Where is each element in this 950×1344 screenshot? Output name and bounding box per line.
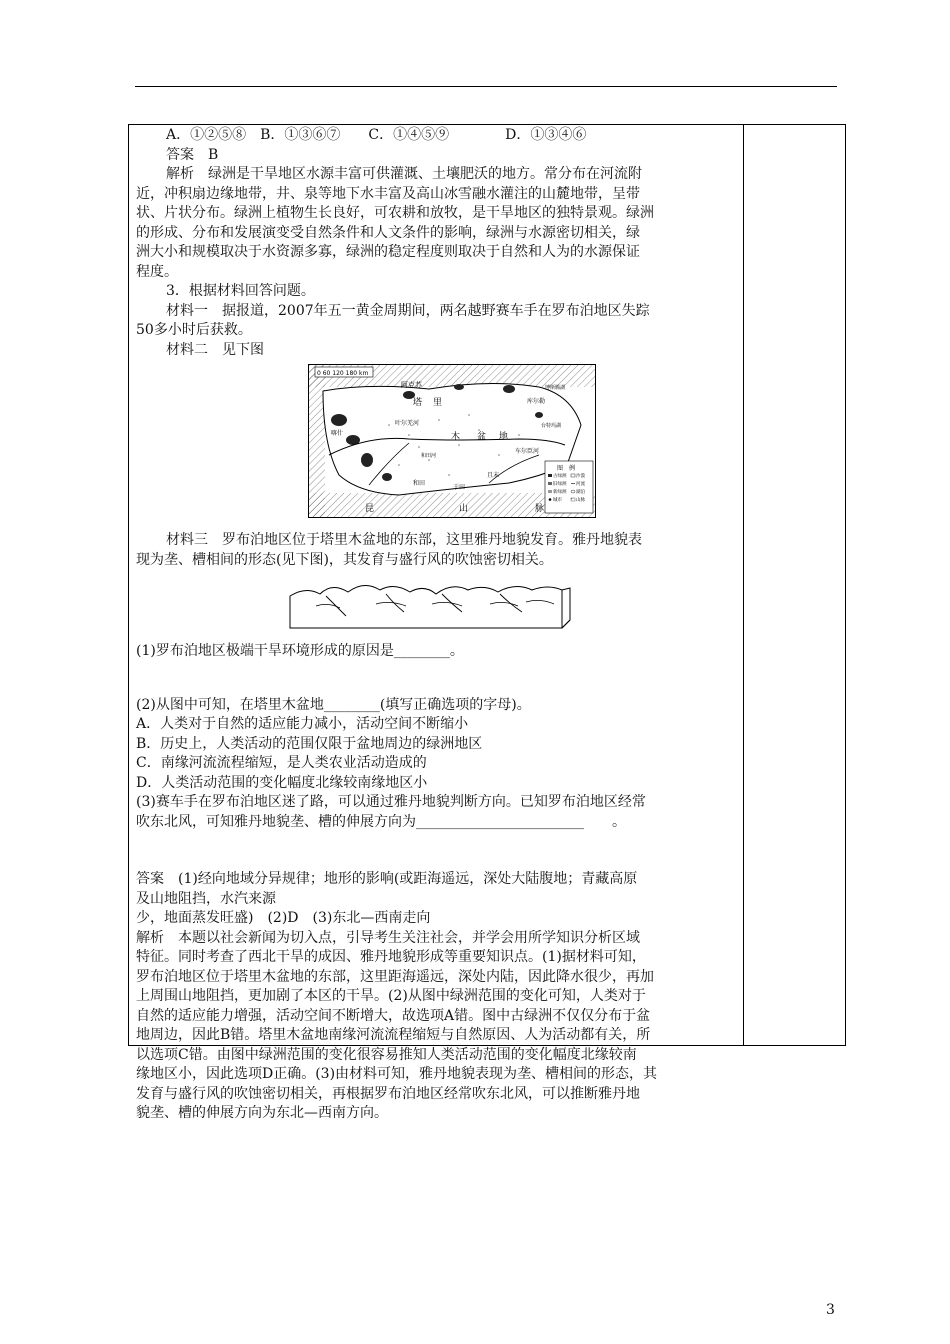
- map-legend-item: 山脉: [576, 498, 585, 503]
- answer-2-line: 及山地阻挡，水汽来源: [136, 890, 276, 907]
- map-label: 台特玛湖: [541, 423, 562, 429]
- material-3-line: 材料三 罗布泊地区位于塔里木盆地的东部，这里雅丹地貌发育。雅丹地貌表: [166, 532, 642, 548]
- map-label: 于田: [453, 484, 466, 491]
- tarim-basin-map: [308, 364, 596, 518]
- analysis-line: 洲大小和规模取决于水资源多寡，绿洲的稳定程度则取决于自然和人为的水源保证: [136, 244, 640, 260]
- map-legend-item: 新绿洲: [553, 490, 567, 495]
- material-1-line: 材料一 据报道，2007年五一黄金周期间，两名越野赛车手在罗布泊地区失踪: [166, 302, 650, 319]
- map-label: 昆: [365, 504, 375, 514]
- map-label: 里: [433, 398, 443, 408]
- analysis-line: 的形成、分布和发展演变受自然条件和人文条件的影响，绿洲与水源密切相关，绿: [136, 224, 640, 241]
- analysis-2-line: 以选项C错。由图中绿洲范围的变化很容易推知人类活动范围的变化幅度北缘较南: [136, 1046, 637, 1063]
- map-scale: 0 60 120 180 km: [317, 370, 369, 377]
- analysis-2-line: 缘地区小，因此选项D正确。(3)由材料可知，雅丹地貌表现为垄、槽相间的形态，其: [136, 1066, 658, 1082]
- question-2-option: A．人类对于自然的适应能力减小，活动空间不断缩小: [136, 716, 469, 732]
- map-legend-item: 城市: [553, 498, 562, 503]
- analysis-2-line: 地周边，因此B错。塔里木盆地南缘河流流程缩短与自然原因、人为活动都有关，所: [136, 1027, 651, 1043]
- map-label: 脉: [535, 504, 545, 514]
- analysis-2-line: 罗布泊地区位于塔里木盆地的东部，这里距海遥远，深处内陆，因此降水很少，再加: [136, 968, 654, 985]
- analysis-2-line: 上周围山地阻挡，更加剧了本区的干旱。(2)从图中绿洲范围的变化可知，人类对于: [136, 988, 646, 1004]
- map-legend-item: 沙漠: [576, 474, 585, 479]
- answer-line: 答案 B: [166, 146, 219, 163]
- analysis-line: 解析 绿洲是干旱地区水源丰富可供灌溉、土壤肥沃的地方。常分布在河流附: [166, 166, 642, 182]
- map-label: 木: [451, 432, 461, 442]
- map-label: 库尔勒: [527, 398, 546, 405]
- analysis-2-line: 特征。同时考查了西北干旱的成因、雅丹地貌形成等重要知识点。(1)据材料可知，: [136, 949, 646, 965]
- map-label: 和田: [413, 480, 426, 487]
- answer-2-line: 答案 (1)经向地域分异规律；地形的影响(或距海遥远，深处大陆腹地；青藏高原: [136, 871, 638, 887]
- question-2-option: D．人类活动范围的变化幅度北缘较南缘地区小: [136, 774, 428, 791]
- map-label: 车尔臣河: [515, 448, 540, 455]
- map-label: 盆: [477, 432, 487, 442]
- analysis-line: 近，冲积扇边缘地带，井、泉等地下水丰富及高山冰雪融水灌注的山麓地带，呈带: [136, 185, 640, 202]
- map-legend-item: 河流: [576, 482, 585, 487]
- map-legend-item: 旧绿洲: [553, 482, 567, 487]
- page-number: 3: [826, 1302, 835, 1318]
- question-3-title: 3．根据材料回答问题。: [166, 283, 315, 299]
- question-2: (2)从图中可知，在塔里木盆地________(填写正确选项的字母)。: [136, 696, 531, 713]
- map-legend-item: 古绿洲: [553, 474, 567, 479]
- options-line: A．①②⑤⑧ B．①③⑥⑦ C．①④⑤⑨ D．①③④⑥: [166, 127, 587, 143]
- material-2-line: 材料二 见下图: [166, 341, 264, 358]
- map-label: 塔: [413, 398, 423, 408]
- question-2-option: C．南缘河流流程缩短，是人类农业活动造成的: [136, 755, 427, 771]
- analysis-2-line: 发育与盛行风的吹蚀密切相关，再根据罗布泊地区经常吹东北风，可以推断雅丹地: [136, 1085, 640, 1102]
- analysis-line: 状、片状分布。绿洲上植物生长良好，可农耕和放牧，是干旱地区的独特景观。绿洲: [136, 205, 654, 221]
- material-3-line: 现为垄、槽相间的形态(见下图)，其发育与盛行风的吹蚀密切相关。: [136, 551, 553, 568]
- map-legend-title: 图 例: [557, 465, 576, 472]
- map-label: 叶尔羌河: [395, 420, 420, 427]
- map-legend-item: 湖泊: [576, 490, 585, 495]
- map-label: 且末: [487, 472, 500, 479]
- map-label: 喀什: [331, 430, 344, 437]
- yardang-diagram: [286, 576, 576, 632]
- question-3-line: 吹东北风，可知雅丹地貌垄、槽的伸展方向为________________________ 。: [136, 813, 626, 830]
- analysis-2-line: 貌垄、槽的伸展方向为东北—西南方向。: [136, 1105, 388, 1121]
- map-label: 和田河: [421, 453, 437, 459]
- question-3-line: (3)赛车手在罗布泊地区迷了路，可以通过雅丹地貌判断方向。已知罗布泊地区经常: [136, 794, 646, 810]
- table-side-column: [743, 124, 744, 1046]
- analysis-2-line: 自然的适应能力增强，活动空间不断增大，故选项A错。图中古绿洲不仅仅分布于盆: [136, 1007, 651, 1024]
- analysis-2-line: 解析 本题以社会新闻为切入点，引导考生关注社会，并学会用所学知识分析区域: [136, 929, 640, 946]
- map-label: 山: [459, 504, 469, 514]
- question-1: (1)罗布泊地区极端干旱环境形成的原因是________。: [136, 643, 464, 659]
- map-label: 博斯腾湖: [545, 385, 566, 391]
- map-label: 地: [499, 432, 509, 442]
- main-cell: [136, 126, 740, 1124]
- material-1-line: 50多小时后获救。: [136, 322, 252, 338]
- question-2-option: B．历史上，人类活动的范围仅限于盆地周边的绿洲地区: [136, 735, 483, 752]
- header-rule: [135, 86, 837, 87]
- answer-2-line: 少，地面蒸发旺盛) (2)D (3)东北—西南走向: [136, 910, 431, 926]
- map-label: 阿克苏: [401, 381, 422, 389]
- analysis-line: 程度。: [136, 263, 178, 280]
